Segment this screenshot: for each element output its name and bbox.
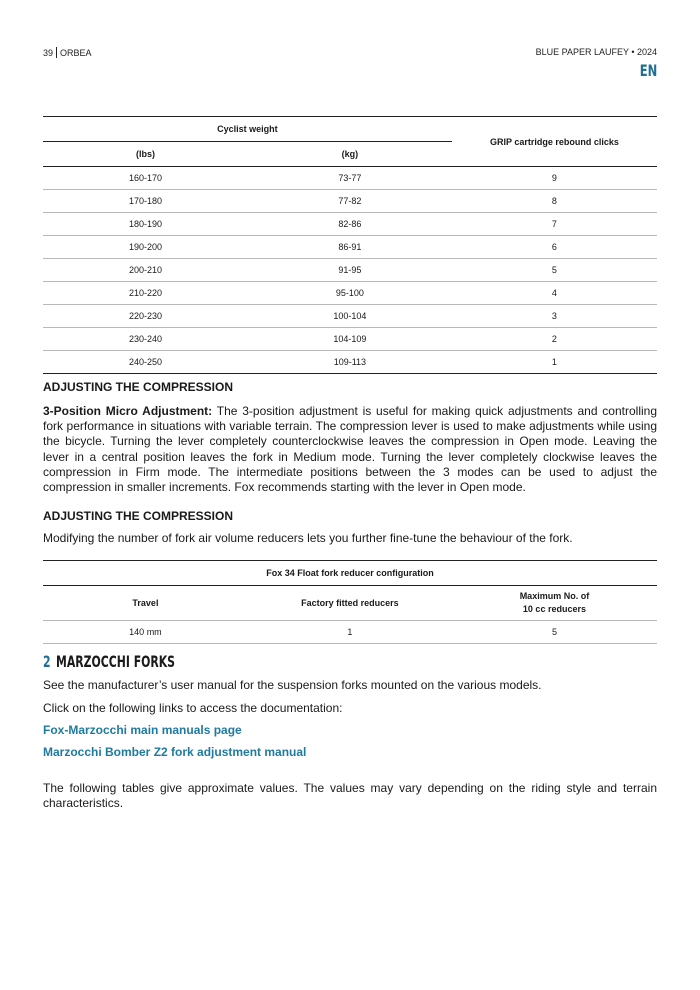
travel-header: Travel (43, 586, 248, 621)
kg-cell: 82-86 (248, 213, 452, 236)
lbs-cell: 200-210 (43, 259, 248, 282)
bomber-z2-manual-link[interactable]: Marzocchi Bomber Z2 fork adjustment manual (43, 745, 307, 759)
lbs-cell: 180-190 (43, 213, 248, 236)
table-row (43, 305, 657, 328)
document-title: BLUE PAPER LAUFEY • 2024 (535, 47, 657, 57)
kg-cell: 86-91 (248, 236, 452, 259)
section-title-text: MARZOCCHI FORKS (56, 652, 176, 671)
lbs-cell: 230-240 (43, 328, 248, 351)
brand-name: ORBEA (60, 47, 92, 58)
max-cell: 5 (452, 621, 657, 644)
header-left (43, 47, 92, 58)
clicks-cell: 6 (452, 236, 657, 259)
table-row (43, 328, 657, 351)
kg-cell: 73-77 (248, 167, 452, 190)
max-reducers-header (452, 586, 657, 621)
reducer-table-caption: Fox 34 Float fork reducer configuration (43, 561, 657, 586)
clicks-cell: 3 (452, 305, 657, 328)
kg-cell: 95-100 (248, 282, 452, 305)
clicks-cell: 2 (452, 328, 657, 351)
kg-cell: 104-109 (248, 328, 452, 351)
table-row (43, 190, 657, 213)
factory-cell: 1 (248, 621, 452, 644)
lbs-header: (lbs) (43, 142, 248, 167)
page-number: 39 (43, 47, 54, 58)
kg-cell: 100-104 (248, 305, 452, 328)
table-row (43, 621, 657, 644)
lbs-cell: 220-230 (43, 305, 248, 328)
max-reducers-line2: 10 cc reducers (522, 604, 586, 614)
reducer-config-table (43, 560, 657, 644)
clicks-cell: 7 (452, 213, 657, 236)
lbs-cell: 240-250 (43, 351, 248, 374)
table-row (43, 282, 657, 305)
kg-header: (kg) (248, 142, 452, 167)
compression-heading-2: ADJUSTING THE COMPRESSION (43, 509, 234, 523)
approximate-values-note: The following tables give approximate values. The values may vary depending on the riding style and terrain characteristics. (43, 781, 657, 811)
language-badge: EN (639, 61, 657, 80)
table-row (43, 213, 657, 236)
paragraph-body: The 3-position adjustment is useful for making quick adjustments and controlling fork performance in situations with variable terrain. The compression lever is used to make adjustments while using the bicycle. Turning the lever completely counterclockwise leaves the compression in Open mode. Leaving the lever in a central position leaves the fork in Medium mode. Turning the lever completely clockwise leaves the compression in Firm mode. The intermediate positions between the 3 modes can be used to adjust the compression in smaller increments. Fox recommends starting with the lever in Open mode. (43, 404, 657, 495)
table-row (43, 259, 657, 282)
section-number: 2 (43, 652, 51, 671)
rebound-clicks-header: GRIP cartridge rebound clicks (452, 117, 657, 167)
travel-cell: 140 mm (43, 621, 248, 644)
clicks-cell: 8 (452, 190, 657, 213)
header-divider (56, 47, 57, 58)
clicks-cell: 5 (452, 259, 657, 282)
kg-cell: 109-113 (248, 351, 452, 374)
links-intro-text: Click on the following links to access the documentation: (43, 701, 343, 715)
table-row (43, 351, 657, 374)
paragraph-lead: 3-Position Micro Adjustment: (43, 404, 213, 418)
rebound-clicks-table (43, 116, 657, 374)
lbs-cell: 170-180 (43, 190, 248, 213)
clicks-cell: 4 (452, 282, 657, 305)
factory-reducers-header: Factory fitted reducers (248, 586, 452, 621)
lbs-cell: 190-200 (43, 236, 248, 259)
cyclist-weight-header: Cyclist weight (43, 117, 452, 142)
fox-marzocchi-manuals-link[interactable]: Fox-Marzocchi main manuals page (43, 723, 242, 737)
clicks-cell: 9 (452, 167, 657, 190)
compression-heading-1: ADJUSTING THE COMPRESSION (43, 380, 234, 394)
kg-cell: 91-95 (248, 259, 452, 282)
table-row (43, 236, 657, 259)
section-title (43, 652, 175, 671)
manual-reference-text: See the manufacturer’s user manual for the suspension forks mounted on the various models. (43, 678, 542, 692)
table-row (43, 167, 657, 190)
reducers-paragraph: Modifying the number of fork air volume reducers lets you further fine-tune the behaviour of the fork. (43, 531, 573, 545)
lbs-cell: 210-220 (43, 282, 248, 305)
max-reducers-line1: Maximum No. of (519, 591, 590, 601)
lbs-cell: 160-170 (43, 167, 248, 190)
clicks-cell: 1 (452, 351, 657, 374)
compression-paragraph (43, 404, 657, 495)
kg-cell: 77-82 (248, 190, 452, 213)
